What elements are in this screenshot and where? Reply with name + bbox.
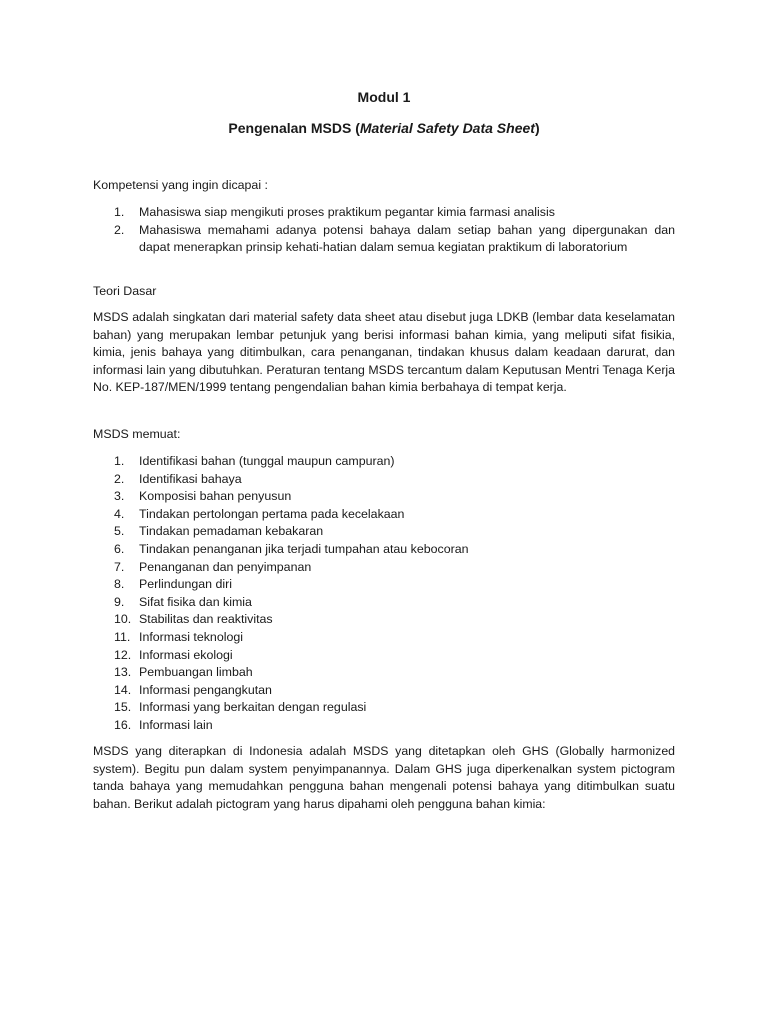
contents-list bbox=[93, 453, 675, 735]
list-number: 10. bbox=[114, 612, 132, 627]
list-number: 3. bbox=[114, 489, 125, 504]
list-item bbox=[93, 611, 675, 629]
list-item bbox=[93, 541, 675, 559]
list-text: Mahasiswa memahami adanya potensi bahaya dalam setiap bahan yang dipergunakan dan dapat menerapkan prinsip kehati-hatian dalam semua kegiatan praktikum di laboratorium bbox=[139, 222, 675, 255]
list-item bbox=[93, 717, 675, 735]
theory-heading: Teori Dasar bbox=[93, 284, 157, 298]
subtitle-prefix: Pengenalan MSDS ( bbox=[228, 120, 360, 136]
module-title: Modul 1 bbox=[357, 89, 411, 105]
subtitle-italic: Material Safety Data Sheet bbox=[359, 120, 535, 136]
list-item bbox=[93, 453, 675, 471]
competency-heading: Kompetensi yang ingin dicapai : bbox=[93, 178, 268, 192]
list-text: Pembuangan limbah bbox=[139, 665, 253, 680]
list-item bbox=[93, 471, 675, 489]
list-item bbox=[93, 594, 675, 612]
list-number: 15. bbox=[114, 700, 132, 715]
list-text: Identifikasi bahan (tunggal maupun campuran) bbox=[139, 454, 395, 468]
list-item bbox=[93, 576, 675, 594]
list-text: Informasi yang berkaitan dengan regulasi bbox=[139, 700, 367, 715]
list-number: 9. bbox=[114, 594, 125, 609]
list-item bbox=[93, 682, 675, 700]
list-text: Penanganan dan penyimpanan bbox=[139, 559, 312, 574]
list-text: Informasi lain bbox=[139, 717, 213, 732]
list-text: Komposisi bahan penyusun bbox=[139, 489, 292, 504]
list-number: 6. bbox=[114, 541, 125, 556]
list-number: 4. bbox=[114, 506, 125, 521]
list-text: Tindakan penanganan jika terjadi tumpahan atau kebocoran bbox=[139, 541, 469, 556]
list-number: 2. bbox=[114, 471, 125, 486]
list-number: 1. bbox=[114, 205, 125, 219]
list-number: 16. bbox=[114, 717, 132, 732]
list-number: 2. bbox=[114, 222, 125, 237]
document-page bbox=[93, 0, 675, 1024]
competency-list bbox=[93, 204, 675, 257]
list-text: Perlindungan diri bbox=[139, 577, 232, 592]
list-number: 1. bbox=[114, 454, 125, 468]
list-text: Informasi pengangkutan bbox=[139, 682, 272, 697]
list-number: 12. bbox=[114, 647, 132, 662]
list-item bbox=[93, 559, 675, 577]
list-text: Tindakan pemadaman kebakaran bbox=[139, 524, 324, 539]
list-text: Mahasiswa siap mengikuti proses praktikum pegantar kimia farmasi analisis bbox=[139, 205, 555, 219]
list-number: 13. bbox=[114, 665, 132, 680]
list-item bbox=[93, 488, 675, 506]
list-item bbox=[93, 664, 675, 682]
subtitle-suffix: ) bbox=[534, 120, 540, 136]
list-text: Stabilitas dan reaktivitas bbox=[139, 612, 273, 627]
ghs-paragraph: MSDS yang diterapkan di Indonesia adalah MSDS yang ditetapkan oleh GHS (Globally harmonized system). Begitu pun dalam system penyimpanannya. Dalam GHS juga diperkenalkan system pictogram tanda bahaya yang memudahkan pengguna bahan mengenali potensi bahaya yang ditimbulkan suatu bahan. Berikut adalah pictogram yang harus dipahami oleh pengguna bahan kimia: bbox=[93, 744, 675, 811]
list-item bbox=[93, 506, 675, 524]
list-number: 8. bbox=[114, 577, 125, 592]
list-text: Informasi teknologi bbox=[139, 629, 243, 644]
list-item bbox=[93, 629, 675, 647]
list-text: Identifikasi bahaya bbox=[139, 471, 242, 486]
theory-paragraph: MSDS adalah singkatan dari material safety data sheet atau disebut juga LDKB (lembar data keselamatan bahan) yang merupakan lembar petunjuk yang berisi informasi bahan kimia, yang meliputi sifat fisikia, kimia, jenis bahaya yang ditimbulkan, cara penanganan, tindakan khusus dalam keadaan darurat, dan informasi lain yang dibutuhkan. Peraturan tentang MSDS tercantum dalam Keputusan Mentri Tenaga Kerja No. KEP-187/MEN/1999 tentang pengendalian bahan kimia berbahaya di tempat kerja. bbox=[93, 310, 675, 395]
list-item bbox=[93, 523, 675, 541]
list-item bbox=[93, 222, 675, 257]
list-item bbox=[93, 699, 675, 717]
contents-heading: MSDS memuat: bbox=[93, 427, 181, 441]
list-text: Tindakan pertolongan pertama pada kecelakaan bbox=[139, 506, 405, 521]
list-item bbox=[93, 647, 675, 665]
list-text: Informasi ekologi bbox=[139, 647, 233, 662]
document-subtitle bbox=[93, 119, 675, 137]
list-text: Sifat fisika dan kimia bbox=[139, 594, 252, 609]
list-number: 14. bbox=[114, 682, 132, 697]
list-number: 7. bbox=[114, 559, 125, 574]
list-number: 11. bbox=[114, 629, 131, 644]
list-item bbox=[93, 204, 675, 222]
list-number: 5. bbox=[114, 524, 125, 539]
